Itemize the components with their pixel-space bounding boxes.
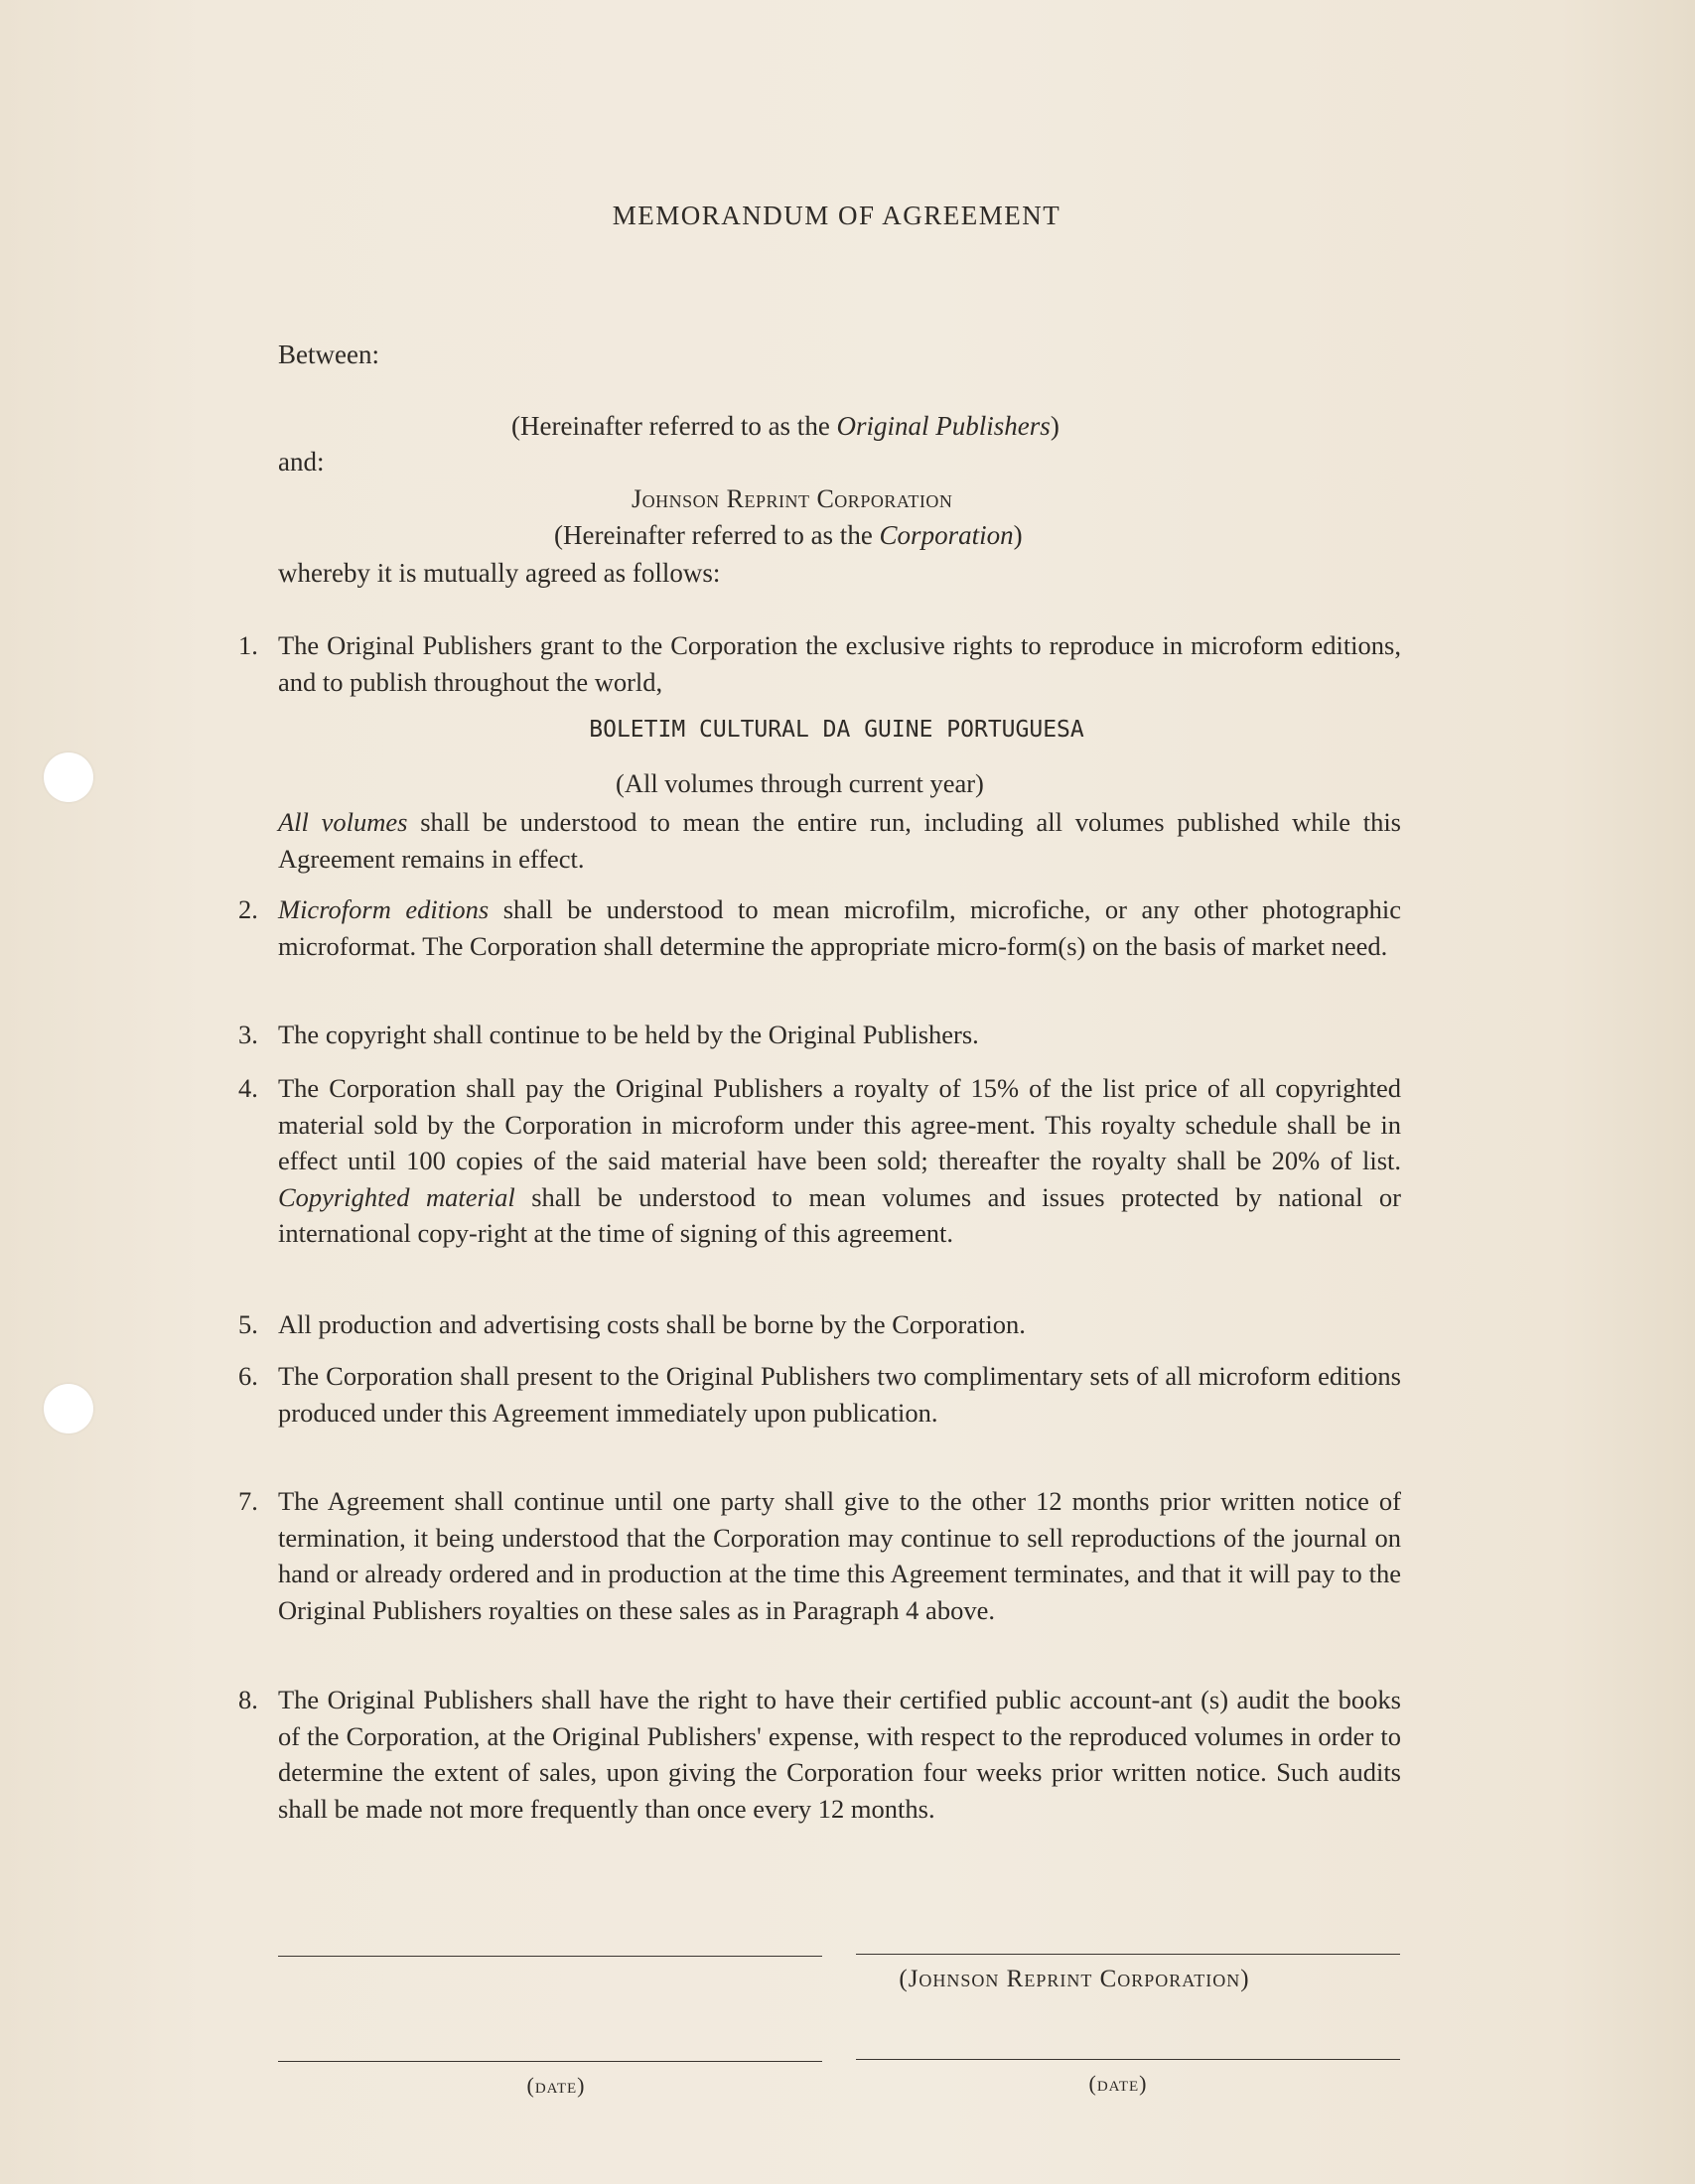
between-label: Between: [278,340,379,369]
document-title: MEMORANDUM OF AGREEMENT [612,201,1061,230]
clause-2 [238,891,1401,964]
clause-number: 2. [238,894,258,924]
whereby-clause: whereby it is mutually agreed as follows: [278,558,721,588]
hereinafter-suffix: ) [1050,411,1059,441]
clause-number: 1. [238,630,258,660]
date-caption-left: (date) [526,2073,586,2098]
hereinafter-italic: Original Publishers [836,411,1051,441]
clause-7 [238,1483,1401,1628]
hereinafter-suffix: ) [1013,520,1023,550]
punch-hole-top [44,752,93,802]
volumes-note: (All volumes through current year) [616,768,984,798]
clause-3 [238,1017,1401,1053]
clause-text: The copyright shall continue to be held by the Original Publishers. [278,1020,979,1049]
clause-text: All production and advertising costs shall be borne by the Corporation. [278,1309,1026,1339]
clause-italic-term: All volumes [278,807,408,837]
clause-1-definition [278,804,1401,877]
journal-title: BOLETIM CULTURAL DA GUINE PORTUGUESA [589,717,1084,743]
date-caption-right: (date) [1088,2071,1148,2096]
hereinafter-italic: Corporation [879,520,1014,550]
clause-4 [238,1070,1401,1252]
clause-1 [238,627,1401,700]
clause-text: The Agreement shall continue until one party shall give to the other 12 months prior written notice of termination, it being understood that the Corporation may continue to sell reproductions of the journal on hand or already ordered and in production at the time this Agreement terminates, and that it will pay to the Original Publishers royalties on these sales as in Paragraph 4 above. [278,1486,1401,1625]
clause-number: 3. [238,1020,258,1049]
clause-number: 7. [238,1486,258,1516]
clause-text: shall be understood to mean the entire run, including all volumes published while this Agreement remains in effect. [278,807,1401,874]
clause-text: shall be understood to mean microfilm, microfiche, or any other photographic microformat. The Corporation shall determine the appropriate micro-form(s) on the basis of market need. [278,894,1401,961]
clause-italic-term: Microform editions [278,894,490,924]
clause-text: The Original Publishers grant to the Corporation the exclusive rights to reproduce in microform editions, and to publish throughout the world, [278,630,1401,697]
clause-text: The Corporation shall pay the Original Publishers a royalty of 15% of the list price of all copyrighted material sold by the Corporation in microform under this agree-ment. This royalty schedule shall be in effect until 100 copies of the said material have been sold; thereafter the royalty shall be 20% of list. [278,1073,1401,1175]
clause-number: 8. [238,1685,258,1714]
signature-line-right[interactable] [856,1954,1400,1955]
clause-text: The Original Publishers shall have the right to have their certified public account-ant (s) audit the books of the Corporation, at the Original Publishers' expense, with respect to the reproduced volumes in order to determine the extent of sales, upon giving the Corporation four weeks prior written notice. Such audits shall be made not more frequently than once every 12 months. [278,1685,1401,1824]
corporation-name: Johnson Reprint Corporation [632,484,953,513]
clause-italic-term: Copyrighted material [278,1181,515,1212]
hereinafter-prefix: (Hereinafter referred to as the [511,411,837,441]
date-line-right[interactable] [856,2059,1400,2060]
clause-number: 6. [238,1361,258,1391]
hereinafter-corporation [554,520,1023,551]
corporation-signature-caption: (Johnson Reprint Corporation) [899,1966,1250,1992]
clause-8 [238,1682,1401,1827]
clause-number: 5. [238,1309,258,1339]
date-line-left[interactable] [278,2061,822,2062]
hereinafter-prefix: (Hereinafter referred to as the [554,520,880,550]
clause-text: The Corporation shall present to the Original Publishers two complimentary sets of all microform editions produced under this Agreement immediately upon publication. [278,1361,1401,1428]
clause-text: shall be understood to mean volumes and issues protected by national or international copy-right at the time of signing of this agreement. [278,1181,1401,1248]
and-label: and: [278,447,325,477]
clause-number: 4. [238,1073,258,1103]
hereinafter-original-publishers [511,411,1059,442]
signature-line-left[interactable] [278,1956,822,1957]
punch-hole-bottom [44,1384,93,1433]
clause-5 [238,1306,1401,1343]
clause-6 [238,1358,1401,1431]
